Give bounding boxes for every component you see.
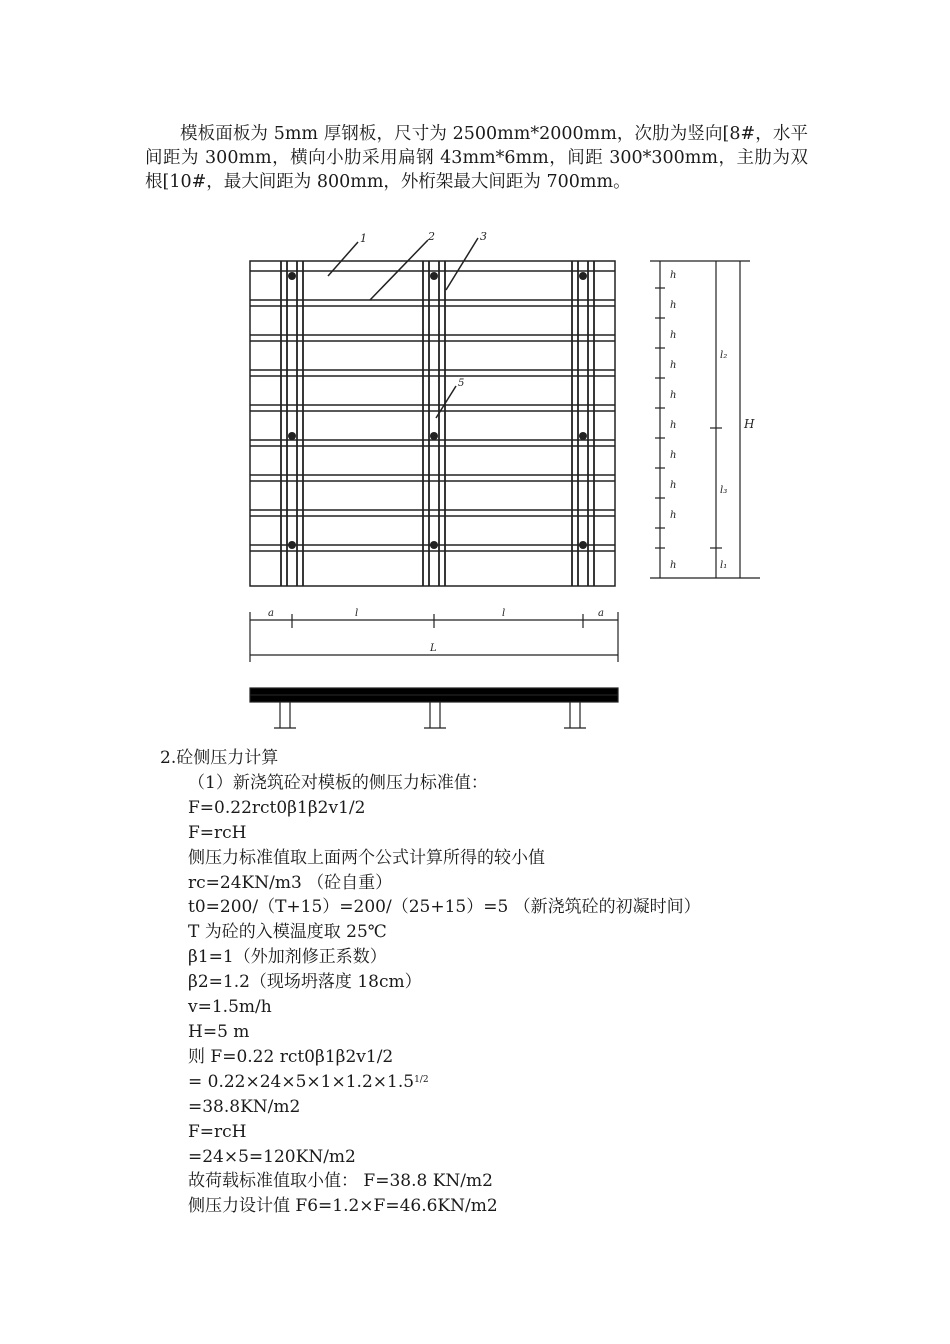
formula-main: = 0.22×24×5×1×1.2×1.5 [188,1071,415,1092]
dim-l-2: l [502,608,506,619]
calc-line: v=1.5m/h [188,997,272,1018]
calc-line: rc=24KN/m3 （砼自重） [188,872,393,893]
vertical-main-ribs [281,261,594,586]
callout-5: 5 [458,378,465,389]
span-l2: l₂ [720,350,728,361]
calc-line: =38.8KN/m2 [188,1096,301,1117]
dim-l-1: l [355,608,359,619]
total-length-L: L [430,643,437,654]
dim-h-1: h [670,270,677,281]
dim-h-7: h [670,450,677,461]
dim-h-8: h [670,480,677,491]
calc-line: F=rcH [188,1121,247,1142]
calc-line: H=5 m [188,1021,250,1042]
formwork-diagram [240,228,780,743]
calc-line: t0=200/（T+15）=200/（25+15）=5 （新浇筑砼的初凝时间） [188,897,701,918]
calc-line: F=0.22rct0β1β2v1/2 [188,797,366,818]
intro-paragraph [145,122,808,194]
dim-h-3: h [670,330,677,341]
dim-h-4: h [670,360,677,371]
span-l1: l₁ [720,560,728,571]
callout-1: 1 [360,232,367,245]
calc-line: =24×5=120KN/m2 [188,1146,356,1167]
span-l3: l₃ [720,485,728,496]
formula-exponent: 1/2 [414,1074,429,1085]
callout-2: 2 [428,230,435,243]
calc-line: T 为砼的入模温度取 25℃ [188,922,387,943]
calc-line: （1）新浇筑砼对模板的侧压力标准值： [188,772,488,793]
callout-3: 3 [480,230,487,243]
horizontal-ribs [250,271,615,551]
calc-line: 侧压力设计值 F6=1.2×F=46.6KN/m2 [188,1196,498,1217]
panel-outline [250,261,615,586]
calculation-section [160,746,701,1219]
calc-line: F=rcH [188,822,247,843]
dim-h-5: h [670,390,677,401]
calc-line: β2=1.2（现场坍落度 18cm） [188,972,422,993]
total-height-H: H [744,417,755,431]
calc-line: β1=1（外加剂修正系数） [188,947,387,968]
intro-text: 模板面板为 5mm 厚钢板，尺寸为 2500mm*2000mm，次肋为竖向[8#，水平间距为 300mm，横向小肋采用扁钢 43mm*6mm，间距 300*300mm，主肋为双根[10#，最大间距为 800mm，外桁架最大间距为 700mm。 [145,124,808,192]
calc-line: 侧压力标准值取上面两个公式计算所得的较小值 [188,847,545,868]
section-heading: 2.砼侧压力计算 [160,748,279,768]
formula-line [160,1070,701,1095]
dim-a-right: a [598,608,604,619]
dim-h-6: h [670,420,677,431]
calc-line: 则 F=0.22 rct0β1β2v1/2 [188,1046,394,1067]
dim-h-9: h [670,510,677,521]
calc-line: 故荷载标准值取小值： F=38.8 KN/m2 [188,1171,493,1192]
dim-h-2: h [670,300,677,311]
dim-a-left: a [268,608,274,619]
dim-h-10: h [670,560,677,571]
